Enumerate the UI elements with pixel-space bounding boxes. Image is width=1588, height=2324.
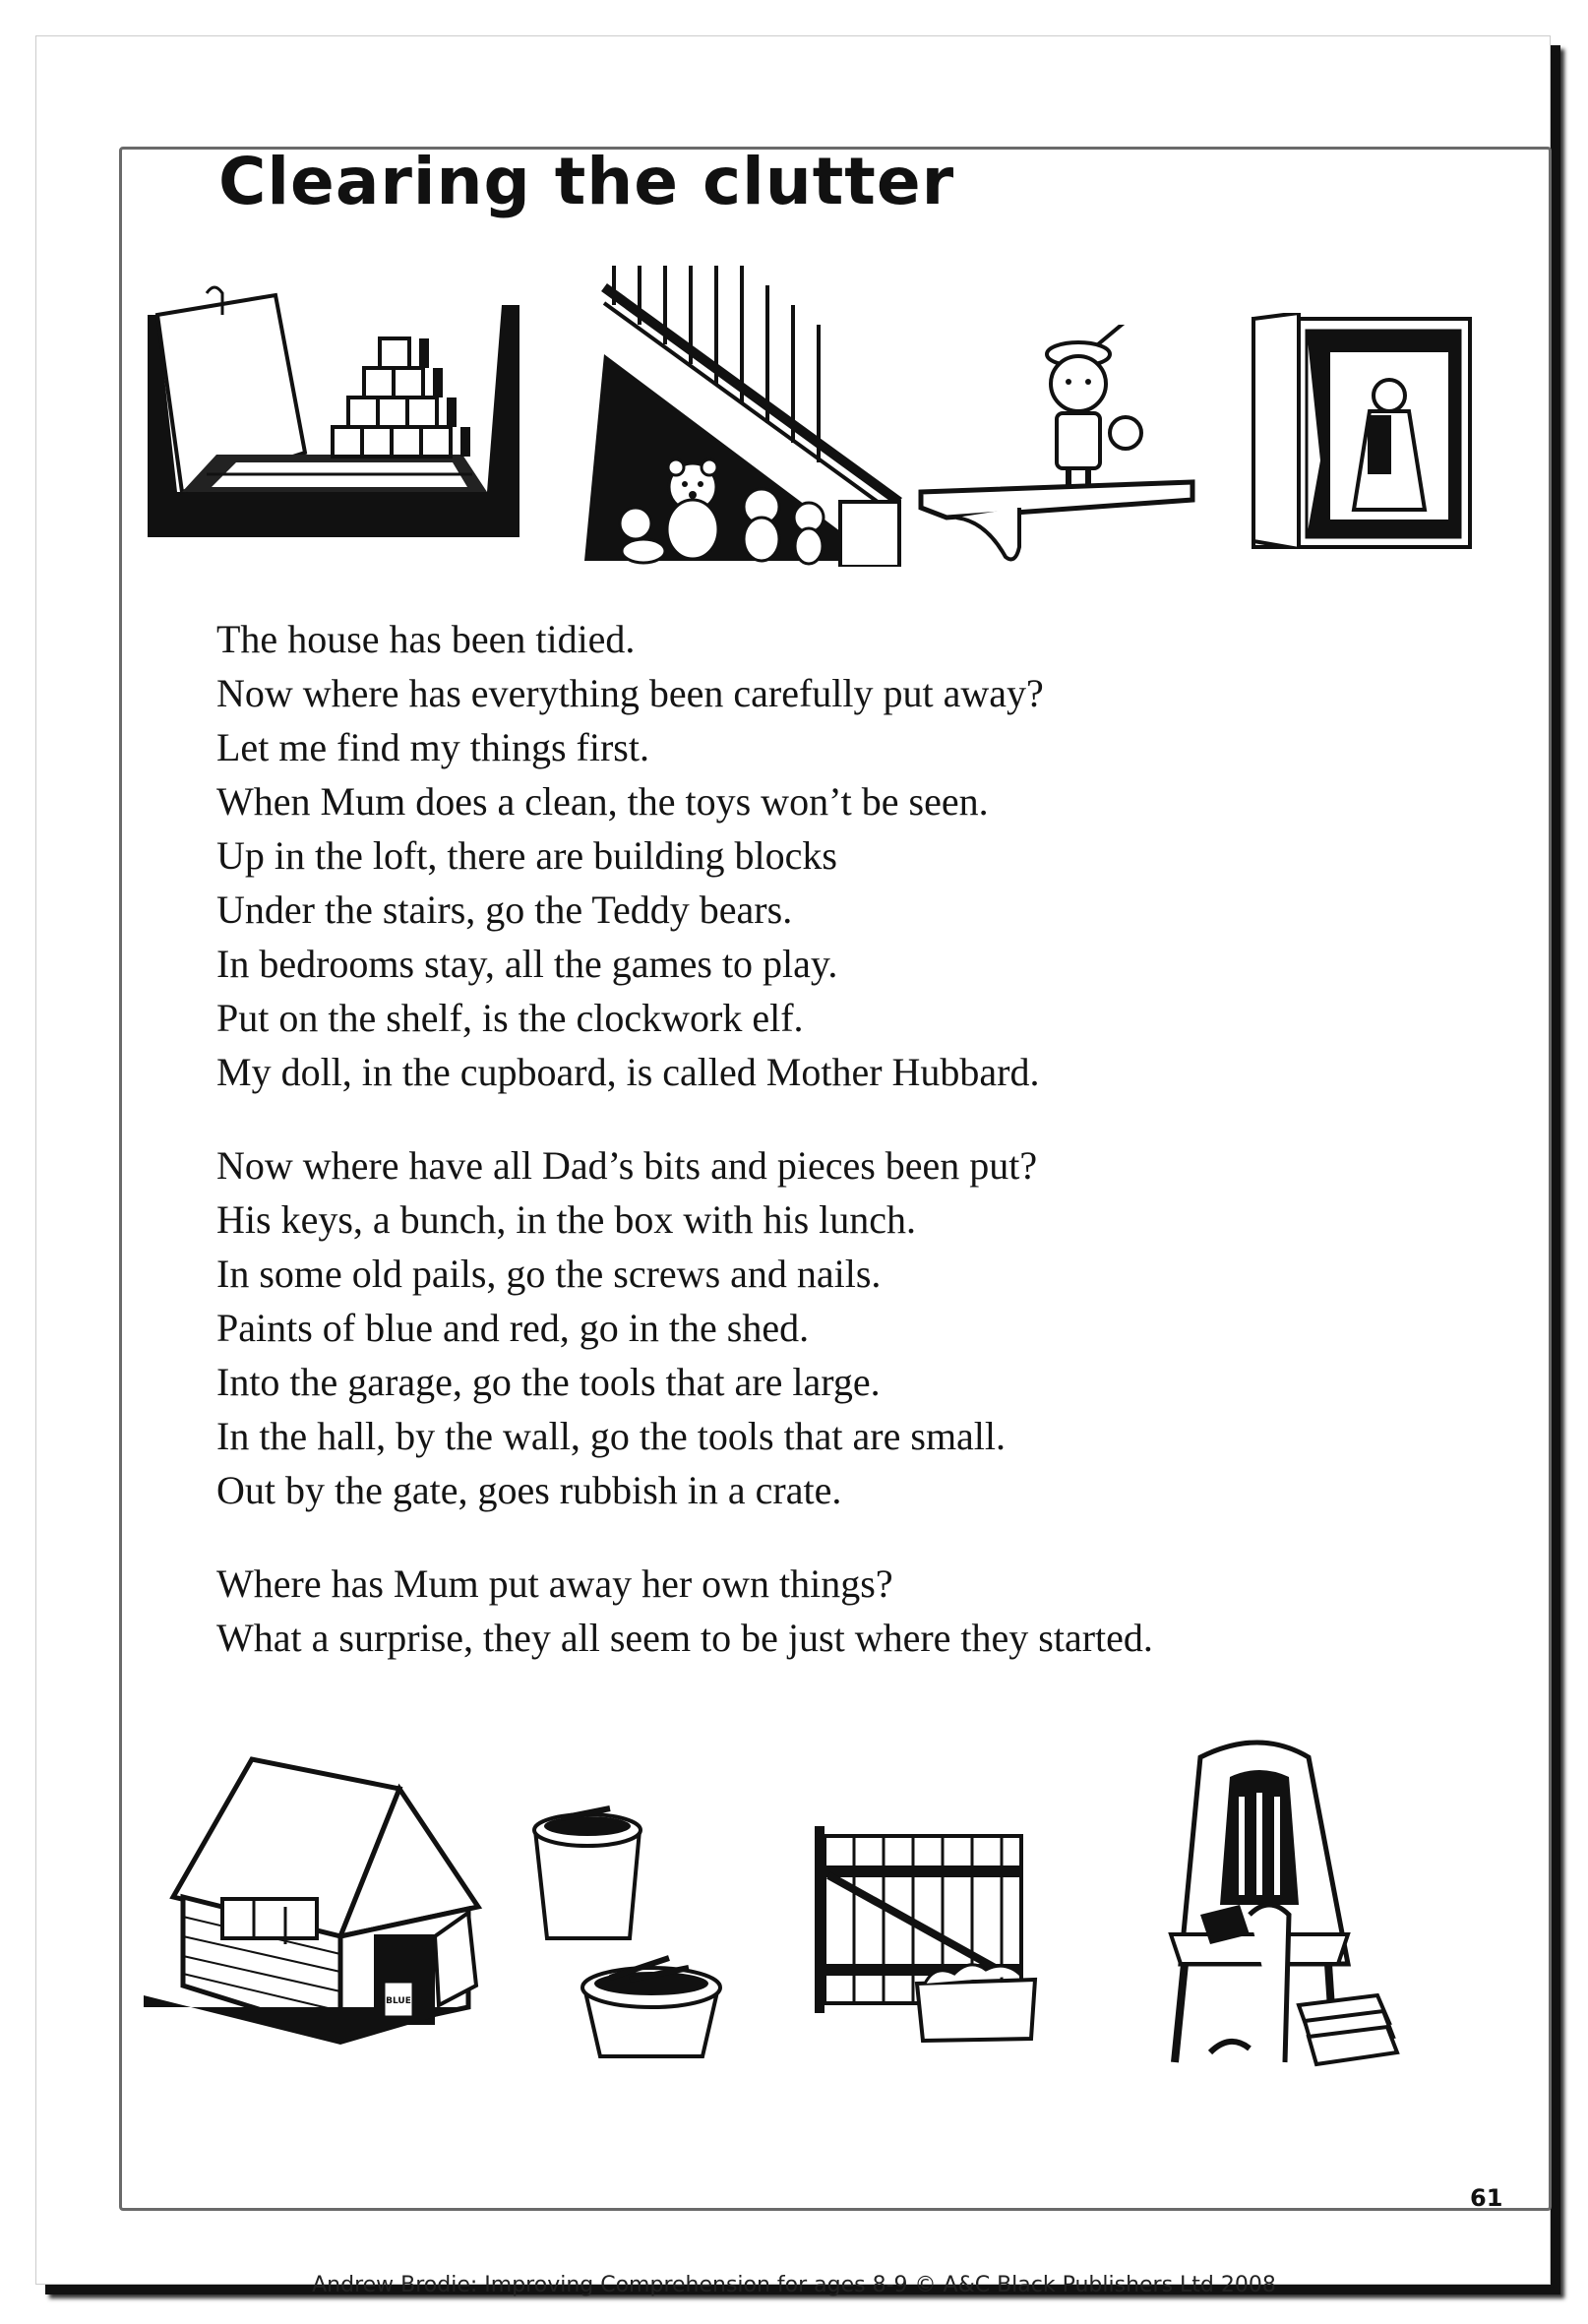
cupboard-doll-icon: [1252, 313, 1472, 549]
pails-screws-nails-icon: [521, 1791, 738, 2066]
poem-line: Paints of blue and red, go in the shed.: [216, 1306, 810, 1350]
poem-text: [216, 612, 1397, 1704]
poem-line: Put on the shelf, is the clockwork elf.: [216, 996, 804, 1040]
poem-line: My doll, in the cupboard, is called Mother Hubbard.: [216, 1050, 1040, 1094]
stairs-teddy-bears-icon: [584, 266, 903, 567]
poem-line: Let me find my things first.: [216, 725, 649, 769]
poem-line: Under the stairs, go the Teddy bears.: [216, 887, 793, 932]
loft-building-blocks-icon: [148, 285, 519, 537]
poem-line: Where has Mum put away her own things?: [216, 1561, 893, 1606]
paint-tin-label: BLUE: [386, 1996, 411, 2006]
poem-line: Now where have all Dad’s bits and pieces been put?: [216, 1143, 1038, 1188]
poem-line: In some old pails, go the screws and nails.: [216, 1252, 882, 1296]
page-number: 61: [1470, 2184, 1503, 2212]
poem-line: His keys, a bunch, in the box with his lunch.: [216, 1197, 917, 1242]
shelf-clockwork-elf-icon: [911, 325, 1196, 567]
poem-line: Into the garage, go the tools that are large.: [216, 1360, 881, 1404]
garden-shed-icon: [144, 1749, 498, 2045]
poem-line: Up in the loft, there are building blocks: [216, 833, 837, 878]
poem-line: In the hall, by the wall, go the tools that are small.: [216, 1414, 1007, 1458]
page-title: Clearing the clutter: [218, 144, 955, 219]
poem-line: Now where has everything been carefully put away?: [216, 671, 1044, 715]
poem-line: When Mum does a clean, the toys won’t be seen.: [216, 779, 989, 824]
gate-rubbish-crate-icon: [809, 1806, 1039, 2043]
chair-coat-umbrella-icon: [1131, 1738, 1407, 2070]
poem-stanza: [216, 612, 1397, 1099]
poem-line: The house has been tidied.: [216, 617, 636, 661]
poem-stanza: [216, 1557, 1397, 1665]
poem-stanza: [216, 1138, 1397, 1517]
poem-line: What a surprise, they all seem to be just where they started.: [216, 1616, 1153, 1660]
copyright-footer: Andrew Brodie: Improving Comprehension for ages 8-9 © A&C Black Publishers Ltd 2008: [312, 2273, 1276, 2297]
poem-line: In bedrooms stay, all the games to play.: [216, 942, 838, 986]
poem-line: Out by the gate, goes rubbish in a crate.: [216, 1468, 842, 1512]
